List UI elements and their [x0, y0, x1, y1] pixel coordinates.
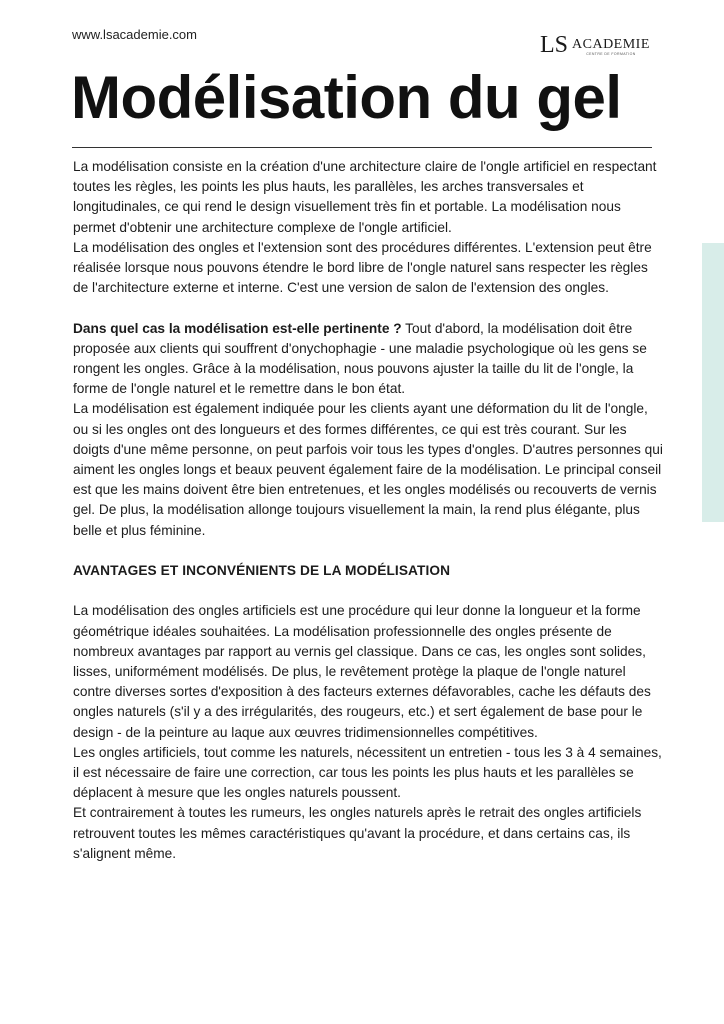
- avantages-paragraph-3: Et contrairement à toutes les rumeurs, les ongles naturels après le retrait des ongles artificiels retrouvent toutes les mêmes caractéristiques qu'avant la procédure, et dans certains cas, ils s'alignent même.: [73, 805, 642, 861]
- paragraph-spacer: [73, 581, 663, 601]
- pertinence-text: Tout d'abord, la modélisation doit être proposée aux clients qui souffrent d'onychophagie - une maladie psychologique où les gens se rongent les ongles. Grâce à la modélisation, nous pouvons ajuster la taille du lit de l'ongle, la forme de l'ongle naturel et le remettre dans le bon état.: [73, 320, 647, 397]
- pertinence-lead: Dans quel cas la modélisation est-elle pertinente ?: [73, 320, 402, 336]
- side-accent-tab: [702, 243, 724, 522]
- pertinence-paragraph-1: [73, 319, 663, 400]
- ls-academie-logo: [540, 34, 650, 56]
- avantages-paragraph-2: Les ongles artificiels, tout comme les naturels, nécessitent un entretien - tous les 3 à 4 semaines, il est nécessaire de faire une correction, car tous les points les plus hauts et les parallèles se déplacent à mesure que les ongles naturels poussent.: [73, 744, 662, 801]
- website-url: www.lsacademie.com: [72, 27, 197, 42]
- pertinence-paragraph-2: La modélisation est également indiquée pour les clients ayant une déformation du lit de l'ongle, ou si les ongles ont des longueurs et des formes différentes, ce qui est très courant. Sur les doigts d'une même personne, on peut parfois voir tous les types d'ongles. D'autres personnes qui aiment les ongles longs et beaux peuvent également faire de la modélisation. Le principal conseil est que les mains doivent être bien entretenues, et les ongles modélisés ou recouverts de vernis gel. De plus, la modélisation allonge toujours visuellement la main, la rend plus élégante, plus belle et plus féminine.: [73, 401, 663, 538]
- intro-paragraph-1: La modélisation consiste en la création d'une architecture claire de l'ongle artificiel en respectant toutes les règles, les points les plus hauts, les parallèles, les arches transversales et longitudinales, ce qui rend le design visuellement très fin et portable. La modélisation nous permet d'obtenir une architecture complexe de l'ongle artificiel.: [73, 159, 657, 235]
- intro-paragraph-2: La modélisation des ongles et l'extension sont des procédures différentes. L'extension peut être réalisée lorsque nous pouvons étendre le bord libre de l'ongle naturel sans respecter les règles de l'architecture externe et interne. C'est une version de salon de l'extension des ongles.: [73, 239, 652, 296]
- paragraph-spacer: [73, 298, 663, 318]
- paragraph-spacer: [73, 541, 663, 561]
- logo-tagline: CENTRE DE FORMATION: [586, 52, 636, 56]
- logo-word: ACADEMIE: [572, 37, 650, 52]
- article-body: [73, 157, 663, 864]
- title-divider: [72, 147, 652, 148]
- page-title: Modélisation du gel: [71, 64, 622, 131]
- avantages-paragraph-1: La modélisation des ongles artificiels est une procédure qui leur donne la longueur et la forme géométrique idéales souhaitées. La modélisation professionnelle des ongles présente de nombreux avantages par rapport au vernis gel classique. Dans ce cas, les ongles sont solides, lisses, uniformément modélisés. De plus, le revêtement protège la plaque de l'ongle naturel contre diverses sortes d'exposition à des facteurs externes défavorables, cache les défauts des ongles naturels (s'il y a des irrégularités, des rougeurs, etc.) et sert également de base pour le design - de la peinture au laque aux œuvres tridimensionnelles compétitives.: [73, 603, 651, 740]
- section-heading-avantages: AVANTAGES ET INCONVÉNIENTS DE LA MODÉLISATION: [73, 563, 451, 579]
- logo-text: [572, 34, 650, 56]
- logo-mark: LS: [540, 32, 569, 58]
